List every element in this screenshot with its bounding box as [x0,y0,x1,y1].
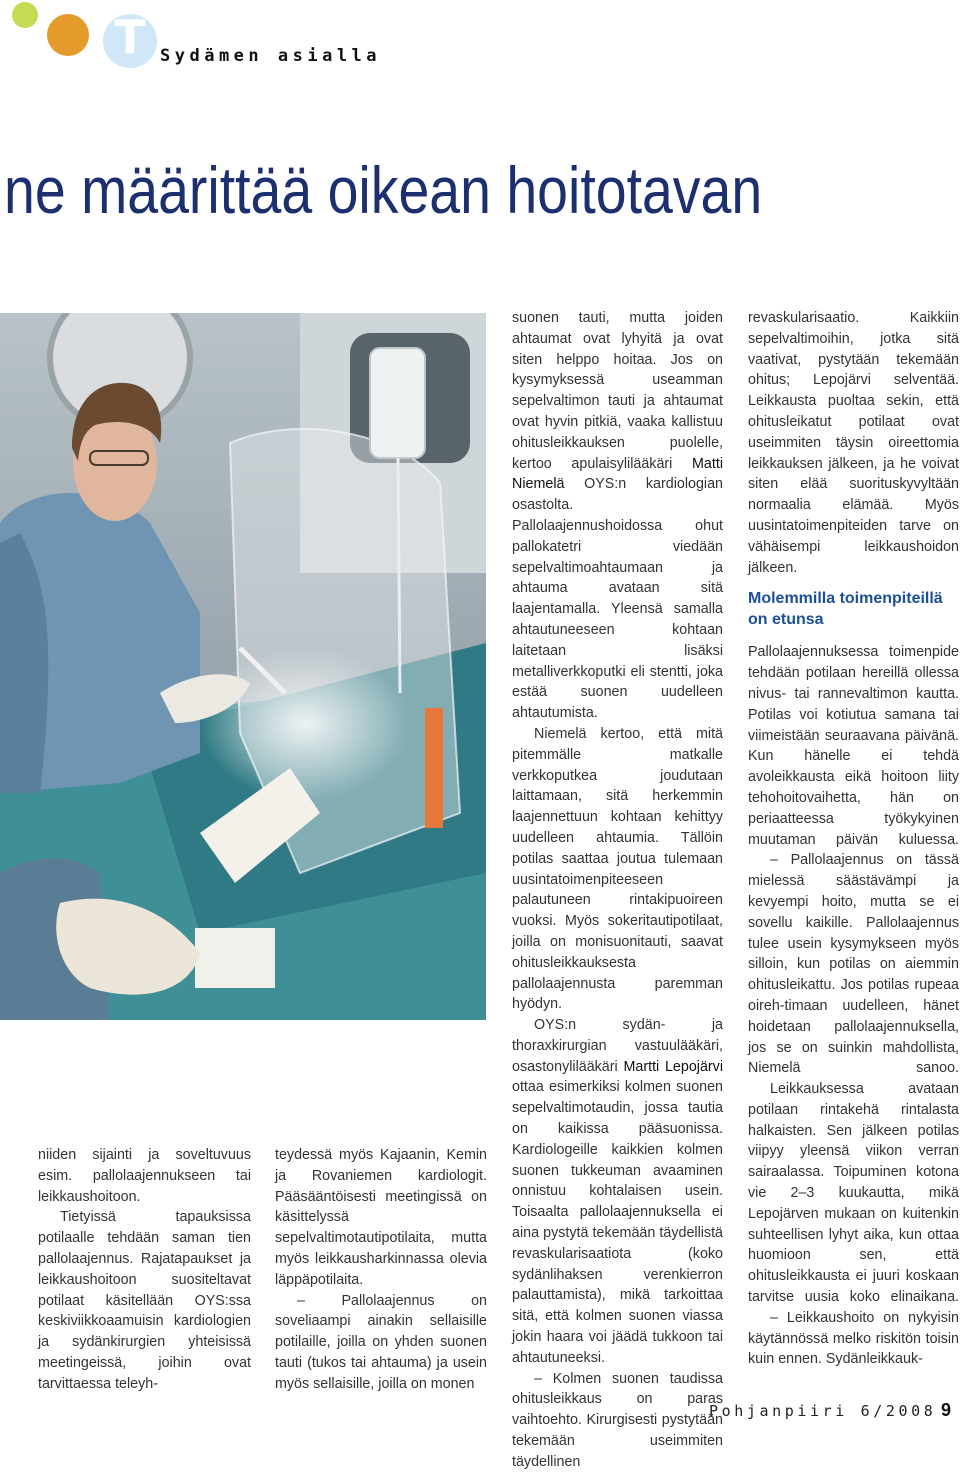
paragraph: Niemelä kertoo, että mitä pitemmälle matkalle verkkoputkea joudutaan laittamaan, sitä herkemmin laajennettuun kohtaan kehittyy uudelleen ahtaumia. Tällöin potilas saattaa joutua tulemaan uusintatoimenpiteeseen palautuneen rintakipuoireen vuoksi. Myös sokeritautipotilaat, joilla on monisuonitauti, saavat ohitusleikkauksesta pallolaajennusta paremman hyödyn. [512,725,723,1013]
publication-name: Pohjanpiiri 6/2008 [709,1402,937,1420]
article-column-2 [275,1145,487,1395]
person-name: Matti Niemelä [512,455,723,493]
article-photo [0,313,486,1020]
page-number: 9 [941,1400,952,1420]
decorative-orange-dot [47,14,89,56]
paragraph: – Pallolaajennus on soveliaampi ainakin sellaisille potilaille, joilla on yhden suonen tauti (tukos tai ahtauma) ja usein myös sellaisille, joilla on monen [275,1292,487,1392]
article-column-4 [748,308,959,1370]
paragraph: Leikkauksessa avataan potilaan rintakehä rintalasta halkaisten. Sen jälkeen potilas viipyy yleensä viikon verran sairaalassa. Toipuminen kotona vie 2–3 kuukautta, mikä Lepojärven mukaan on kuitenkin suhteellisen lyhyt aika, kun ottaa huomioon sen, että ohitusleikkausta ei juuri koskaan tarvitse uusia koko elinaikana. [748,1081,959,1306]
paragraph: – Leikkaushoito on nykyisin käytännössä melko riskitön toisin kuin ennen. Sydänleikkauk- [748,1309,959,1368]
paragraph: teydessä myös Kajaanin, Kemin ja Rovaniemen kardiologit. Pääsääntöisesti meetingissä on käsittelyssä sepelvaltimotautipotilaita, mutta myös leikkausharkinnassa olevia läppäpotilaita. [275,1147,487,1288]
paragraph: revaskularisaatio. Kaikkiin sepelvaltimoihin, jotka sitä vaativat, pystytään tekemään ohitus; Lepojärvi selventää. Leikkausta puoltaa sekin, että ohitusleikatut potilaat ovat useimmiten täysin oireettomia leikkauksen jälkeen, ja he voivat siten elää suorituskyvyltään normaalia elämää. Myös uusintatoimenpiteiden tarve on vähäisempi leikkaushoidon jälkeen. [748,310,959,576]
paragraph: niiden sijainti ja soveltuvuus esim. pallolaajennukseen tai leikkaushoitoon. [38,1147,251,1205]
paragraph: Pallolaajennuksessa toimenpide tehdään potilaan hereillä ollessa nivus- tai rannevaltimon kautta. Potilas voi kotiutua samana tai viimeistään seuraavana päivänä. Kun hänelle ei tehdä avoleikkausta eikä hoitoon liity tehohoitovaihetta, hän on periaatteessa työkykyinen muutaman päivän kuluessa. [748,644,959,848]
paragraph: OYS:n sydän- ja thoraxkirurgian vastuulääkäri, osastonylilääkäri Martti Lepojärvi ottaa esimerkiksi kolmen suonen sepelvaltimotaudin, jossa tautia on kaikissa pääsuonissa. Kardiologeille kaikkien kolmen suonen tukkeuman avaaminen onnistuu kohtalaisen usein. Toisaalta pallolaajennuksella ei aina pystytä tekemään täydellistä revaskularisaatiota (koko sydänlihaksen verenkierron palauttamista), mikä tarkoittaa sitä, että kolmen suonen viassa jokin haara voi jäädä tukkoon tai ahtautuneeksi. [512,1017,723,1366]
article-column-3 [512,308,723,1473]
paragraph: Tietyissä tapauksissa potilaalle tehdään saman tien pallolaajennus. Rajatapaukset ja leikkaushoitoon suositeltavat potilaat käsitellään OYS:ssa keskiviikkoaamuisin kardiologien ja sydänkirurgien yhteisissä meetingeissä, joihin ovat tarvittaessa teleyh- [38,1209,251,1392]
section-initial-letter: T [114,10,146,64]
decorative-green-dot [12,2,38,28]
article-subheading: Molemmilla toimenpiteillä on etunsa [748,590,943,629]
article-column-1 [38,1145,251,1395]
article-headline: ne määrittää oikean hoitotavan [4,153,763,227]
paragraph: suonen tauti, mutta joiden ahtaumat ovat lyhyitä ja ovat siten helppo hoitaa. Jos on kysymyksessä useamman sepelvaltimon tauti ja ahtaumat ovat hyvin pitkiä, vaaka kallistuu ohitusleikkauksen puolelle, kertoo apulaisylilääkäri Matti Niemelä OYS:n kardiologian osastolta. Pallolaajennushoidossa ohut pallokatetri viedään sepelvaltimoahtaumaan ja ahtauma avataan sitä laajentamalla. Yleensä samalla ahtautuneeseen kohtaan laitetaan lisäksi metalliverkkoputki eli stentti, joka estää suonen uudelleen ahtautumista. [512,310,723,722]
paragraph: – Pallolaajennus on tässä mielessä säästävämpi ja kevyempi hoito, mutta se ei sovellu kaikille. Pallolaajennus tulee usein kysymykseen myös silloin, kun potilas on aiemmin ohitusleikattu. Jos potilas rupeaa oireh-timaan uudelleen, hänet hoidetaan pallolaajennuksella, jos se on suinkin mahdollista, Niemelä sanoo. [748,852,959,1077]
person-name: Martti Lepojärvi [623,1058,723,1075]
paragraph: – Kolmen suonen taudissa ohitusleikkaus on paras vaihtoehto. Kirurgisesti pystytään tekemään useimmiten täydellinen [512,1370,723,1470]
section-label: Sydämen asialla [160,46,382,66]
